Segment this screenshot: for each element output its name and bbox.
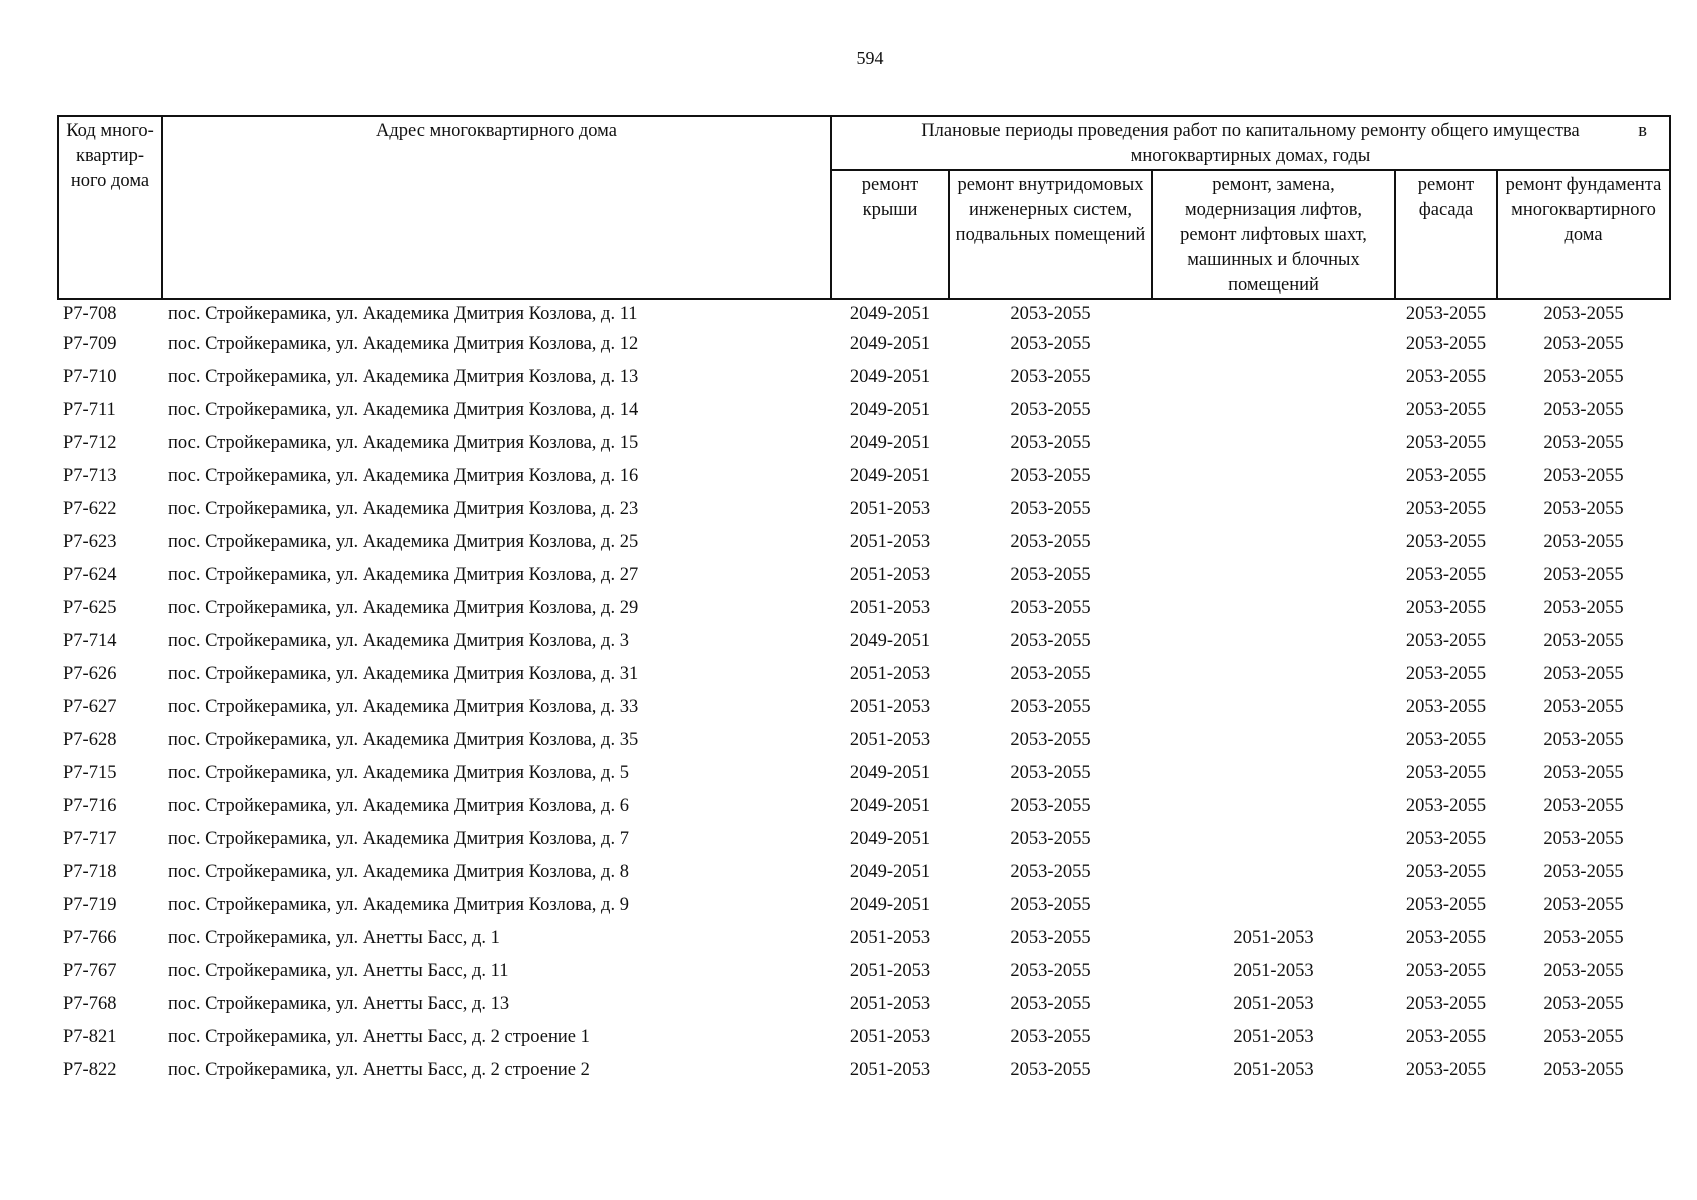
table-row <box>58 823 1670 856</box>
row-code: Р7-625 <box>63 598 117 618</box>
row-roof: 2049-2051 <box>849 303 931 324</box>
table-row <box>58 625 1670 658</box>
row-address: пос. Стройкерамика, ул. Академика Дмитрия Козлова, д. 23 <box>168 499 639 519</box>
row-roof: 2051-2053 <box>849 1027 931 1047</box>
header-periods-v: в <box>1638 121 1648 141</box>
row-facade: 2053-2055 <box>1405 334 1487 354</box>
row-facade: 2053-2055 <box>1405 763 1487 783</box>
row-lifts: 2051-2053 <box>1233 928 1314 948</box>
row-facade: 2053-2055 <box>1405 400 1487 420</box>
table-row <box>58 922 1670 955</box>
row-code: Р7-821 <box>63 1027 117 1047</box>
header-code: Код много-квартир-ного дома <box>58 116 162 299</box>
row-address: пос. Стройкерамика, ул. Анетты Басс, д. 13 <box>168 994 510 1014</box>
row-code: Р7-716 <box>63 796 117 816</box>
row-code: Р7-628 <box>63 730 117 750</box>
table-row <box>58 691 1670 724</box>
table-row <box>58 427 1670 460</box>
row-address: пос. Стройкерамика, ул. Анетты Басс, д. 2 строение 1 <box>168 1027 590 1047</box>
header-lifts: ремонт, замена, модернизация лифтов, ремонт лифтовых шахт, машинных и блочных помещений <box>1152 170 1395 299</box>
row-code: Р7-715 <box>63 763 117 783</box>
row-code: Р7-714 <box>63 631 117 651</box>
header-address: Адрес многоквартирного дома <box>162 116 831 299</box>
row-engineering: 2053-2055 <box>1010 829 1091 849</box>
row-roof: 2049-2051 <box>849 433 931 453</box>
row-roof: 2051-2053 <box>849 598 931 618</box>
row-code: Р7-717 <box>63 829 117 849</box>
header-periods <box>831 116 1670 170</box>
row-lifts <box>1152 526 1395 559</box>
row-facade: 2053-2055 <box>1405 796 1487 816</box>
row-foundation: 2053-2055 <box>1543 697 1624 717</box>
row-roof: 2051-2053 <box>849 994 931 1014</box>
row-address: пос. Стройкерамика, ул. Академика Дмитрия Козлова, д. 27 <box>168 565 639 585</box>
row-address: пос. Стройкерамика, ул. Анетты Басс, д. 1 <box>168 928 500 948</box>
table-row <box>58 592 1670 625</box>
header-foundation: ремонт фундамента многоквартирного дома <box>1497 170 1670 299</box>
row-foundation: 2053-2055 <box>1543 466 1624 486</box>
row-address: пос. Стройкерамика, ул. Академика Дмитрия Козлова, д. 9 <box>168 895 629 915</box>
row-lifts <box>1152 823 1395 856</box>
table-row <box>58 988 1670 1021</box>
row-foundation: 2053-2055 <box>1543 829 1624 849</box>
row-engineering: 2053-2055 <box>1010 763 1091 783</box>
row-address: пос. Стройкерамика, ул. Академика Дмитрия Козлова, д. 8 <box>168 862 629 882</box>
row-foundation: 2053-2055 <box>1543 664 1624 684</box>
row-code: Р7-627 <box>63 697 117 717</box>
row-lifts <box>1152 757 1395 790</box>
row-lifts <box>1152 856 1395 889</box>
row-lifts <box>1152 299 1395 328</box>
row-address: пос. Стройкерамика, ул. Академика Дмитрия Козлова, д. 33 <box>168 697 639 717</box>
row-facade: 2053-2055 <box>1405 994 1487 1014</box>
row-foundation: 2053-2055 <box>1543 763 1624 783</box>
row-roof: 2051-2053 <box>849 697 931 717</box>
table-row <box>58 724 1670 757</box>
row-engineering: 2053-2055 <box>1010 895 1091 915</box>
row-code: Р7-712 <box>63 433 117 453</box>
row-lifts: 2051-2053 <box>1233 961 1314 981</box>
header-periods-line1 <box>834 119 1667 144</box>
row-code: Р7-766 <box>63 928 117 948</box>
page-number: 594 <box>856 48 884 68</box>
row-foundation: 2053-2055 <box>1543 303 1624 324</box>
row-lifts <box>1152 328 1395 361</box>
row-code: Р7-768 <box>63 994 117 1014</box>
table-row <box>58 1054 1670 1087</box>
row-code: Р7-822 <box>63 1060 117 1080</box>
row-roof: 2051-2053 <box>849 961 931 981</box>
row-code: Р7-622 <box>63 499 117 519</box>
row-facade: 2053-2055 <box>1405 928 1487 948</box>
row-roof: 2051-2053 <box>849 532 931 552</box>
row-roof: 2051-2053 <box>849 664 931 684</box>
header-periods-text: Плановые периоды проведения работ по капитальному ремонту общего имущества <box>921 121 1580 141</box>
row-address: пос. Стройкерамика, ул. Академика Дмитрия Козлова, д. 15 <box>168 433 639 453</box>
row-address: пос. Стройкерамика, ул. Академика Дмитрия Козлова, д. 3 <box>168 631 629 651</box>
table-row <box>58 658 1670 691</box>
row-engineering: 2053-2055 <box>1010 928 1091 948</box>
row-foundation: 2053-2055 <box>1543 994 1624 1014</box>
table-body <box>58 299 1670 1087</box>
row-foundation: 2053-2055 <box>1543 730 1624 750</box>
row-lifts <box>1152 625 1395 658</box>
row-facade: 2053-2055 <box>1405 664 1487 684</box>
table-row <box>58 790 1670 823</box>
row-foundation: 2053-2055 <box>1543 1060 1624 1080</box>
row-engineering: 2053-2055 <box>1010 664 1091 684</box>
row-address: пос. Стройкерамика, ул. Академика Дмитрия Козлова, д. 14 <box>168 400 639 420</box>
row-code: Р7-718 <box>63 862 117 882</box>
row-engineering: 2053-2055 <box>1010 730 1091 750</box>
row-foundation: 2053-2055 <box>1543 565 1624 585</box>
row-lifts <box>1152 559 1395 592</box>
row-facade: 2053-2055 <box>1405 1060 1487 1080</box>
row-foundation: 2053-2055 <box>1543 862 1624 882</box>
row-roof: 2051-2053 <box>849 730 931 750</box>
row-engineering: 2053-2055 <box>1010 1060 1091 1080</box>
row-address: пос. Стройкерамика, ул. Академика Дмитрия Козлова, д. 16 <box>168 466 639 486</box>
row-address: пос. Стройкерамика, ул. Анетты Басс, д. 11 <box>168 961 509 981</box>
row-address: пос. Стройкерамика, ул. Академика Дмитрия Козлова, д. 5 <box>168 763 629 783</box>
row-engineering: 2053-2055 <box>1010 433 1091 453</box>
row-engineering: 2053-2055 <box>1010 598 1091 618</box>
row-roof: 2049-2051 <box>849 796 931 816</box>
row-engineering: 2053-2055 <box>1010 334 1091 354</box>
row-address: пос. Стройкерамика, ул. Академика Дмитрия Козлова, д. 7 <box>168 829 629 849</box>
row-facade: 2053-2055 <box>1405 532 1487 552</box>
row-address: пос. Стройкерамика, ул. Академика Дмитрия Козлова, д. 13 <box>168 367 639 387</box>
table-row <box>58 299 1670 328</box>
row-code: Р7-708 <box>63 303 117 324</box>
row-roof: 2049-2051 <box>849 862 931 882</box>
row-lifts <box>1152 790 1395 823</box>
row-engineering: 2053-2055 <box>1010 994 1091 1014</box>
row-foundation: 2053-2055 <box>1543 796 1624 816</box>
row-address: пос. Стройкерамика, ул. Академика Дмитрия Козлова, д. 11 <box>168 303 638 324</box>
row-facade: 2053-2055 <box>1405 598 1487 618</box>
row-facade: 2053-2055 <box>1405 697 1487 717</box>
row-facade: 2053-2055 <box>1405 499 1487 519</box>
row-facade: 2053-2055 <box>1405 303 1487 324</box>
row-lifts: 2051-2053 <box>1233 1027 1314 1047</box>
row-address: пос. Стройкерамика, ул. Академика Дмитрия Козлова, д. 25 <box>168 532 639 552</box>
table-row <box>58 361 1670 394</box>
row-facade: 2053-2055 <box>1405 466 1487 486</box>
table-row <box>58 1021 1670 1054</box>
row-address: пос. Стройкерамика, ул. Академика Дмитрия Козлова, д. 6 <box>168 796 629 816</box>
row-facade: 2053-2055 <box>1405 565 1487 585</box>
row-foundation: 2053-2055 <box>1543 499 1624 519</box>
row-lifts <box>1152 658 1395 691</box>
row-engineering: 2053-2055 <box>1010 466 1091 486</box>
row-facade: 2053-2055 <box>1405 1027 1487 1047</box>
row-lifts <box>1152 427 1395 460</box>
row-engineering: 2053-2055 <box>1010 499 1091 519</box>
table-row <box>58 955 1670 988</box>
row-address: пос. Стройкерамика, ул. Академика Дмитрия Козлова, д. 31 <box>168 664 639 684</box>
row-engineering: 2053-2055 <box>1010 303 1091 324</box>
table-header <box>58 116 1670 299</box>
row-facade: 2053-2055 <box>1405 433 1487 453</box>
row-roof: 2051-2053 <box>849 499 931 519</box>
row-roof: 2049-2051 <box>849 466 931 486</box>
row-code: Р7-767 <box>63 961 117 981</box>
table-row <box>58 856 1670 889</box>
row-lifts <box>1152 493 1395 526</box>
row-address: пос. Стройкерамика, ул. Анетты Басс, д. 2 строение 2 <box>168 1060 590 1080</box>
table-row <box>58 526 1670 559</box>
row-lifts <box>1152 724 1395 757</box>
row-engineering: 2053-2055 <box>1010 400 1091 420</box>
row-address: пос. Стройкерамика, ул. Академика Дмитрия Козлова, д. 29 <box>168 598 639 618</box>
row-facade: 2053-2055 <box>1405 895 1487 915</box>
row-foundation: 2053-2055 <box>1543 961 1624 981</box>
row-lifts <box>1152 394 1395 427</box>
table-row <box>58 460 1670 493</box>
row-foundation: 2053-2055 <box>1543 532 1624 552</box>
row-engineering: 2053-2055 <box>1010 565 1091 585</box>
row-roof: 2049-2051 <box>849 895 931 915</box>
row-foundation: 2053-2055 <box>1543 1027 1624 1047</box>
row-engineering: 2053-2055 <box>1010 862 1091 882</box>
table-row <box>58 394 1670 427</box>
table-row <box>58 889 1670 922</box>
table-row <box>58 757 1670 790</box>
table-row <box>58 328 1670 361</box>
header-periods-line2: многоквартирных домах, годы <box>1130 146 1371 166</box>
table-row <box>58 559 1670 592</box>
row-code: Р7-719 <box>63 895 117 915</box>
row-roof: 2049-2051 <box>849 763 931 783</box>
row-roof: 2049-2051 <box>849 334 931 354</box>
row-facade: 2053-2055 <box>1405 961 1487 981</box>
header-facade: ремонт фасада <box>1395 170 1497 299</box>
row-foundation: 2053-2055 <box>1543 631 1624 651</box>
row-lifts: 2051-2053 <box>1233 994 1314 1014</box>
row-foundation: 2053-2055 <box>1543 400 1624 420</box>
row-engineering: 2053-2055 <box>1010 697 1091 717</box>
row-code: Р7-711 <box>63 400 116 420</box>
row-engineering: 2053-2055 <box>1010 961 1091 981</box>
row-engineering: 2053-2055 <box>1010 1027 1091 1047</box>
row-foundation: 2053-2055 <box>1543 928 1624 948</box>
row-address: пос. Стройкерамика, ул. Академика Дмитрия Козлова, д. 35 <box>168 730 639 750</box>
row-lifts: 2051-2053 <box>1233 1060 1314 1080</box>
row-roof: 2049-2051 <box>849 367 931 387</box>
header-roof: ремонт крыши <box>831 170 949 299</box>
row-lifts <box>1152 460 1395 493</box>
row-facade: 2053-2055 <box>1405 631 1487 651</box>
row-engineering: 2053-2055 <box>1010 796 1091 816</box>
table-row <box>58 493 1670 526</box>
row-facade: 2053-2055 <box>1405 367 1487 387</box>
row-address: пос. Стройкерамика, ул. Академика Дмитрия Козлова, д. 12 <box>168 334 639 354</box>
row-code: Р7-713 <box>63 466 117 486</box>
row-engineering: 2053-2055 <box>1010 532 1091 552</box>
row-facade: 2053-2055 <box>1405 829 1487 849</box>
row-code: Р7-709 <box>63 334 117 354</box>
row-code: Р7-626 <box>63 664 117 684</box>
header-engineering: ремонт внутридомовых инженерных систем, подвальных помещений <box>949 170 1152 299</box>
row-roof: 2049-2051 <box>849 400 931 420</box>
row-code: Р7-710 <box>63 367 117 387</box>
row-foundation: 2053-2055 <box>1543 334 1624 354</box>
row-roof: 2051-2053 <box>849 1060 931 1080</box>
row-engineering: 2053-2055 <box>1010 367 1091 387</box>
row-engineering: 2053-2055 <box>1010 631 1091 651</box>
row-lifts <box>1152 889 1395 922</box>
row-foundation: 2053-2055 <box>1543 433 1624 453</box>
row-foundation: 2053-2055 <box>1543 895 1624 915</box>
row-roof: 2049-2051 <box>849 631 931 651</box>
row-facade: 2053-2055 <box>1405 730 1487 750</box>
row-facade: 2053-2055 <box>1405 862 1487 882</box>
row-lifts <box>1152 691 1395 724</box>
row-foundation: 2053-2055 <box>1543 367 1624 387</box>
row-roof: 2051-2053 <box>849 928 931 948</box>
row-lifts <box>1152 592 1395 625</box>
row-roof: 2049-2051 <box>849 829 931 849</box>
row-roof: 2051-2053 <box>849 565 931 585</box>
row-code: Р7-624 <box>63 565 117 585</box>
row-foundation: 2053-2055 <box>1543 598 1624 618</box>
capital-repair-table <box>57 115 1671 1087</box>
row-lifts <box>1152 361 1395 394</box>
row-code: Р7-623 <box>63 532 117 552</box>
